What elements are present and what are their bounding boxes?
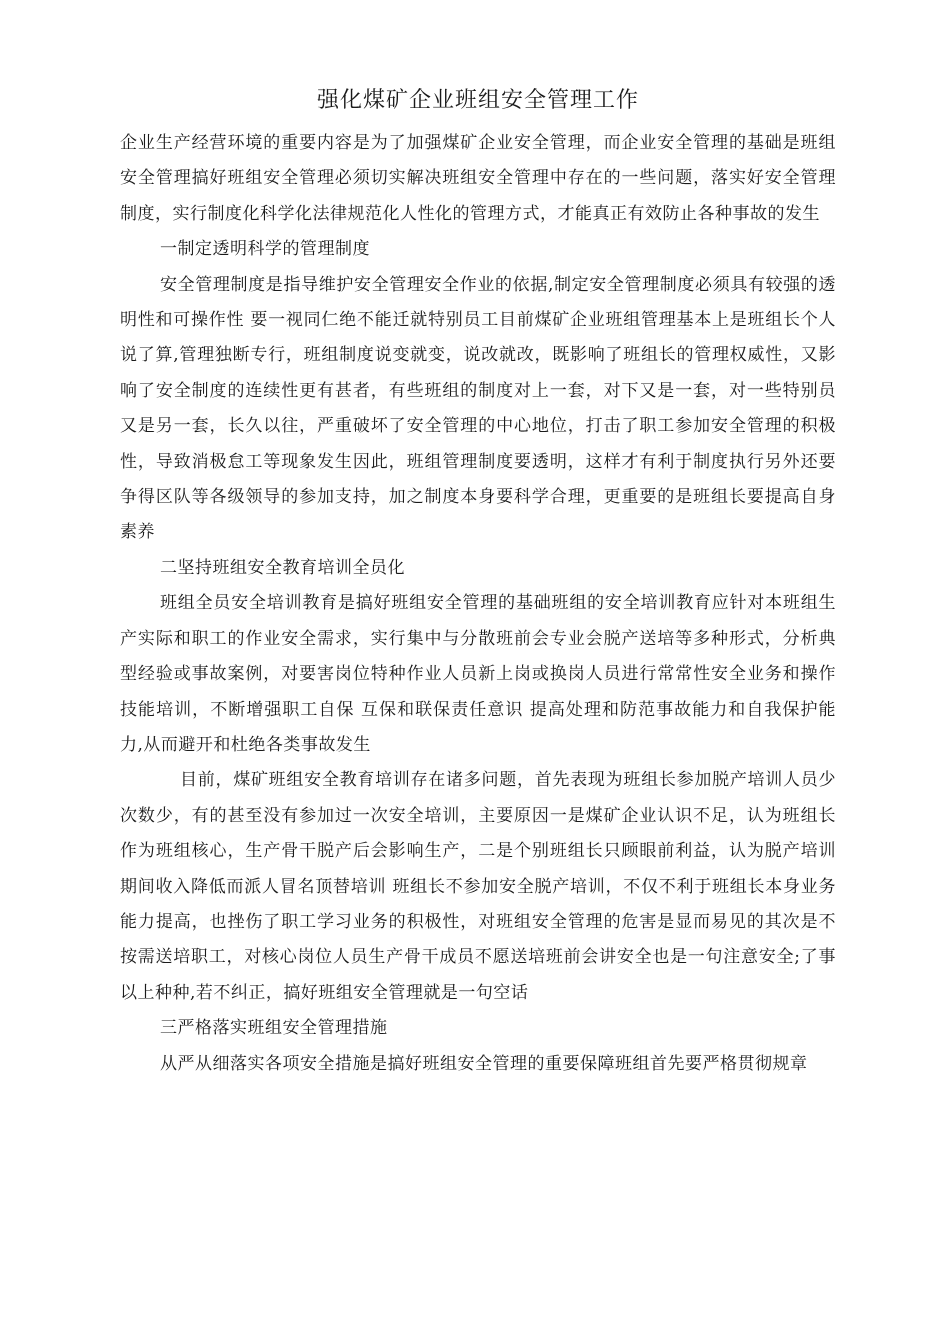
section-2-paragraph-2: 目前，煤矿班组安全教育培训存在诸多问题，首先表现为班组长参加脱产培训人员少次数少，有的甚至没有参加过一次安全培训，主要原因一是煤矿企业认识不足，认为班组长作为班组核心，生产骨干脱产后会影响生产，二是个别班组长只顾眼前利益，认为脱产培训期间收入降低而派人冒名顶替培训 班组长不参加安全脱产培训，不仅不利于班组长本身业务能力提高，也挫伤了职工学习业务的积极性，对班组安全管理的危害是显而易见的其次是不按需送培职工，对核心岗位人员生产骨干成员不愿送培班前会讲安全也是一句注意安全;了事以上种种,若不纠正，搞好班组安全管理就是一句空话 xyxy=(120,770,836,1003)
document-title: 强化煤矿企业班组安全管理工作 xyxy=(316,88,639,113)
section-3-paragraph: 从严从细落实各项安全措施是搞好班组安全管理的重要保障班组首先要严格贯彻规章 xyxy=(160,1053,808,1074)
section-2-heading: 二坚持班组安全教育培训全员化 xyxy=(160,557,405,578)
section-2-paragraph-1: 班组全员安全培训教育是搞好班组安全管理的基础班组的安全培训教育应针对本班组生产实际和职工的作业安全需求，实行集中与分散班前会专业会脱产送培等多种形式，分析典型经验或事故案例，对要害岗位特种作业人员新上岗或换岗人员进行常常性安全业务和操作技能培训，不断增强职工自保 互保和联保责任意识 提高处理和防范事故能力和自我保护能力,从而避开和杜绝各类事故发生 xyxy=(120,593,836,755)
intro-paragraph: 企业生产经营环境的重要内容是为了加强煤矿企业安全管理，而企业安全管理的基础是班组安全管理搞好班组安全管理必须切实解决班组安全管理中存在的一些问题，落实好安全管理制度，实行制度化科学化法律规范化人性化的管理方式，才能真正有效防止各种事故的发生 xyxy=(120,133,836,224)
section-1-paragraph: 安全管理制度是指导维护安全管理安全作业的依据,制定安全管理制度必须具有较强的透明性和可操作性 要一视同仁绝不能迁就特别员工目前煤矿企业班组管理基本上是班组长个人说了算,管理独断专行，班组制度说变就变，说改就改，既影响了班组长的管理权威性，又影响了安全制度的连续性更有甚者，有些班组的制度对上一套，对下又是一套，对一些特别员又是另一套，长久以往，严重破坏了安全管理的中心地位，打击了职工参加安全管理的积极性，导致消极怠工等现象发生因此，班组管理制度要透明，这样才有利于制度执行另外还要争得区队等各级领导的参加支持，加之制度本身要科学合理，更重要的是班组长要提高自身素养 xyxy=(120,274,836,543)
section-3-heading: 三严格落实班组安全管理措施 xyxy=(160,1018,388,1039)
document-page xyxy=(120,84,836,1082)
section-1-heading: 一制定透明科学的管理制度 xyxy=(160,239,370,260)
